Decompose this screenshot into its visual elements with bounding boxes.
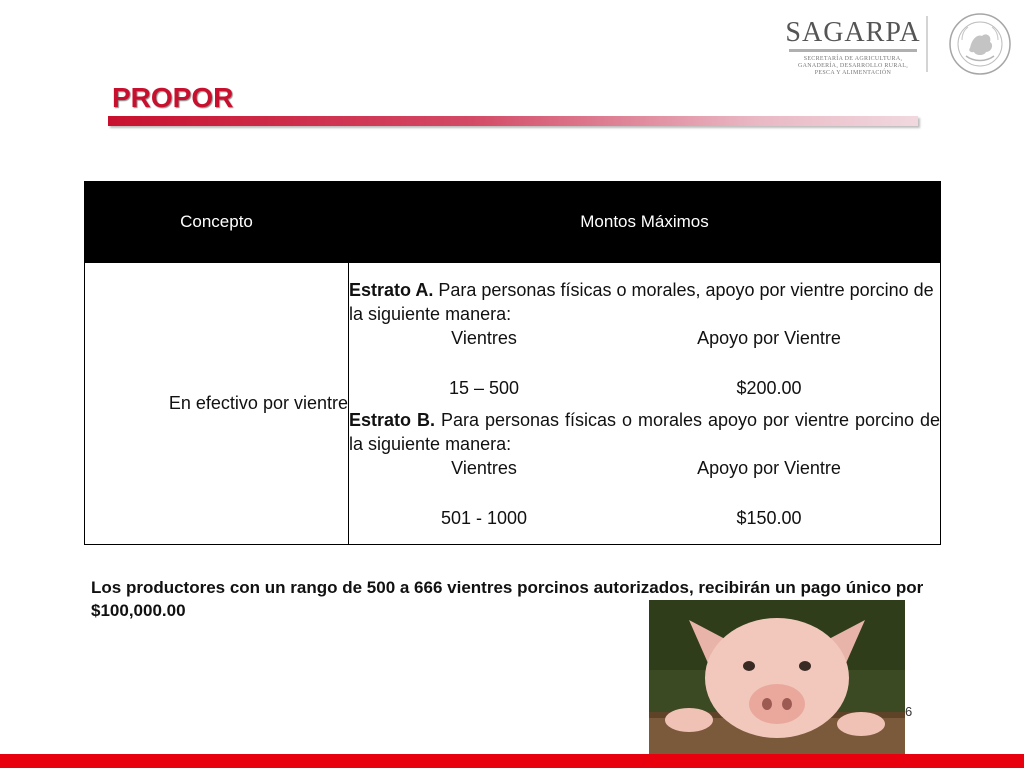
spacer [349, 480, 940, 506]
estrato-b-values-row [349, 506, 940, 530]
logo-wordmark: SAGARPA [785, 17, 921, 48]
estrato-a-apoyo-header: Apoyo por Vientre [697, 327, 841, 348]
logo-divider [926, 16, 928, 72]
estrato-a-vientres-value: 15 – 500 [448, 377, 520, 398]
estrato-b-label: Estrato B. [349, 409, 435, 430]
slide-title: PROPOR [112, 82, 234, 113]
logo-rule [789, 49, 917, 52]
estrato-a-apoyo-value: $200.00 [736, 377, 802, 398]
estrato-b-apoyo-value: $150.00 [736, 507, 802, 528]
estrato-b-column-headers [349, 456, 940, 480]
piglet-photo [649, 600, 905, 754]
page-number: 6 [905, 704, 913, 719]
bottom-accent-bar [0, 754, 1024, 768]
logo-subtitle-line-1: SECRETARÍA DE AGRICULTURA, [803, 56, 903, 62]
sagarpa-logo [783, 18, 923, 77]
estrato-b-vientres-value: 501 - 1000 [440, 507, 528, 528]
header-concepto: Concepto [85, 182, 349, 263]
spacer [349, 400, 940, 408]
support-amounts-table [84, 181, 941, 545]
concept-cell: En efectivo por vientre [85, 263, 349, 545]
logo-subtitle-line-3: PESCA Y ALIMENTACIÓN [814, 70, 892, 76]
estrato-a-column-headers [349, 326, 940, 350]
national-seal-icon [948, 12, 1012, 76]
estrato-b-description [349, 408, 940, 456]
estrato-a-values-row [349, 376, 940, 400]
logo-subtitle-line-2: GANADERÍA, DESARROLLO RURAL, [797, 63, 909, 69]
estrato-a-description [349, 278, 940, 326]
estrato-b-apoyo-header: Apoyo por Vientre [697, 457, 841, 478]
estrato-a-vientres-header: Vientres [451, 327, 517, 348]
header-montos-maximos: Montos Máximos [349, 182, 941, 263]
table-header-row [85, 182, 941, 263]
spacer [349, 350, 940, 376]
producers-note: Los productores con un rango de 500 a 666 vientres porcinos autorizados, recibirán un pago único por $100,000.00 [91, 578, 924, 620]
estrato-a-label: Estrato A. [349, 279, 434, 300]
estrato-a-text: Para personas físicas o morales, apoyo por vientre porcino de la siguiente manera: [349, 279, 934, 324]
estrato-b-text: Para personas físicas o morales apoyo por vientre porcino de la siguiente manera: [349, 409, 940, 454]
estrato-b-vientres-header: Vientres [451, 457, 517, 478]
title-underline-bar [108, 116, 918, 126]
amounts-cell [349, 263, 941, 545]
table-row [85, 263, 941, 545]
